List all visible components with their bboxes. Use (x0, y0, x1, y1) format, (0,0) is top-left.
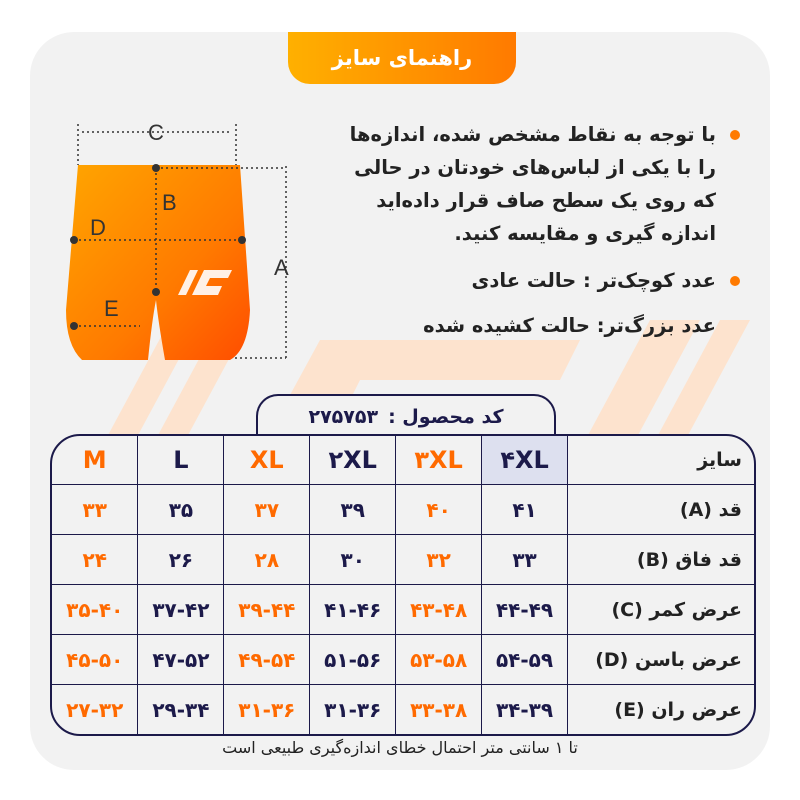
table-row (52, 585, 754, 635)
table-cell: ۵۴-۵۹ (482, 635, 568, 685)
row-label: قد (A) (568, 485, 755, 535)
size-table (50, 434, 756, 736)
table-row (52, 485, 754, 535)
table-cell: ۳۹-۴۴ (224, 585, 310, 635)
header-size: ۴XL (482, 436, 568, 485)
table-cell: ۴۷-۵۲ (138, 635, 224, 685)
table-cell: ۳۵ (138, 485, 224, 535)
header-size: XL (224, 436, 310, 485)
instruction-item (320, 118, 740, 250)
table-cell: ۳۳ (482, 535, 568, 585)
table-cell: ۳۲ (396, 535, 482, 585)
table-cell: ۵۱-۵۶ (310, 635, 396, 685)
table-cell: ۳۰ (310, 535, 396, 585)
table-cell: ۴۱-۴۶ (310, 585, 396, 635)
table-cell: ۴۵-۵۰ (52, 635, 138, 685)
table-row (52, 635, 754, 685)
row-label: عرض کمر (C) (568, 585, 755, 635)
instruction-line-normal: عدد کوچک‌تر : حالت عادی (471, 269, 716, 292)
header-size: L (138, 436, 224, 485)
table-cell: ۳۹ (310, 485, 396, 535)
row-label: عرض باسن (D) (568, 635, 755, 685)
table-cell: ۳۱-۳۶ (224, 685, 310, 734)
bullet-icon (730, 130, 740, 140)
table-cell: ۳۷-۴۲ (138, 585, 224, 635)
product-code-value: ۲۷۵۷۵۳ (308, 406, 379, 428)
table-cell: ۴۳-۴۸ (396, 585, 482, 635)
instruction-item-numbers (320, 264, 740, 342)
table-cell: ۲۸ (224, 535, 310, 585)
label-a: A (274, 255, 289, 280)
instruction-line-stretched: عدد بزرگ‌تر: حالت کشیده شده (423, 314, 716, 337)
shorts-shape (66, 165, 250, 360)
table-row (52, 685, 754, 734)
label-d: D (90, 215, 106, 240)
table-cell: ۴۰ (396, 485, 482, 535)
shorts-diagram (60, 110, 310, 380)
table-cell: ۲۴ (52, 535, 138, 585)
header-size: M (52, 436, 138, 485)
table-cell: ۳۱-۳۶ (310, 685, 396, 734)
table-cell: ۴۹-۵۴ (224, 635, 310, 685)
table-cell: ۵۳-۵۸ (396, 635, 482, 685)
table-cell: ۳۷ (224, 485, 310, 535)
product-code-label: کد محصول : (388, 406, 504, 428)
product-code-tab (256, 394, 556, 438)
row-label: عرض ران (E) (568, 685, 755, 734)
bullet-icon (730, 276, 740, 286)
label-c: C (148, 120, 164, 145)
label-b: B (162, 190, 177, 215)
title-tab (288, 32, 516, 84)
table-cell: ۳۴-۳۹ (482, 685, 568, 734)
table-cell: ۲۹-۳۴ (138, 685, 224, 734)
header-size-label: سایز (568, 436, 755, 485)
table-cell: ۳۳-۳۸ (396, 685, 482, 734)
table-row (52, 535, 754, 585)
row-label: قد فاق (B) (568, 535, 755, 585)
table-cell: ۳۵-۴۰ (52, 585, 138, 635)
header-size: ۲XL (310, 436, 396, 485)
instruction-paragraph: با توجه به نقاط مشخص شده، اندازه‌ها را با یکی از لباس‌های خودتان در حالی که روی یک سطح صاف قرار داده‌اید اندازه گیری و مقایسه کنید. (349, 123, 716, 245)
instructions (320, 118, 740, 342)
header-size: ۳XL (396, 436, 482, 485)
table-cell: ۲۷-۳۲ (52, 685, 138, 734)
table-cell: ۳۳ (52, 485, 138, 535)
footnote: تا ۱ سانتی متر احتمال خطای اندازه‌گیری طبیعی است (222, 738, 578, 757)
table-cell: ۲۶ (138, 535, 224, 585)
label-e: E (104, 296, 119, 321)
table-cell: ۴۱ (482, 485, 568, 535)
page-title: راهنمای سایز (331, 46, 473, 70)
table-cell: ۴۴-۴۹ (482, 585, 568, 635)
